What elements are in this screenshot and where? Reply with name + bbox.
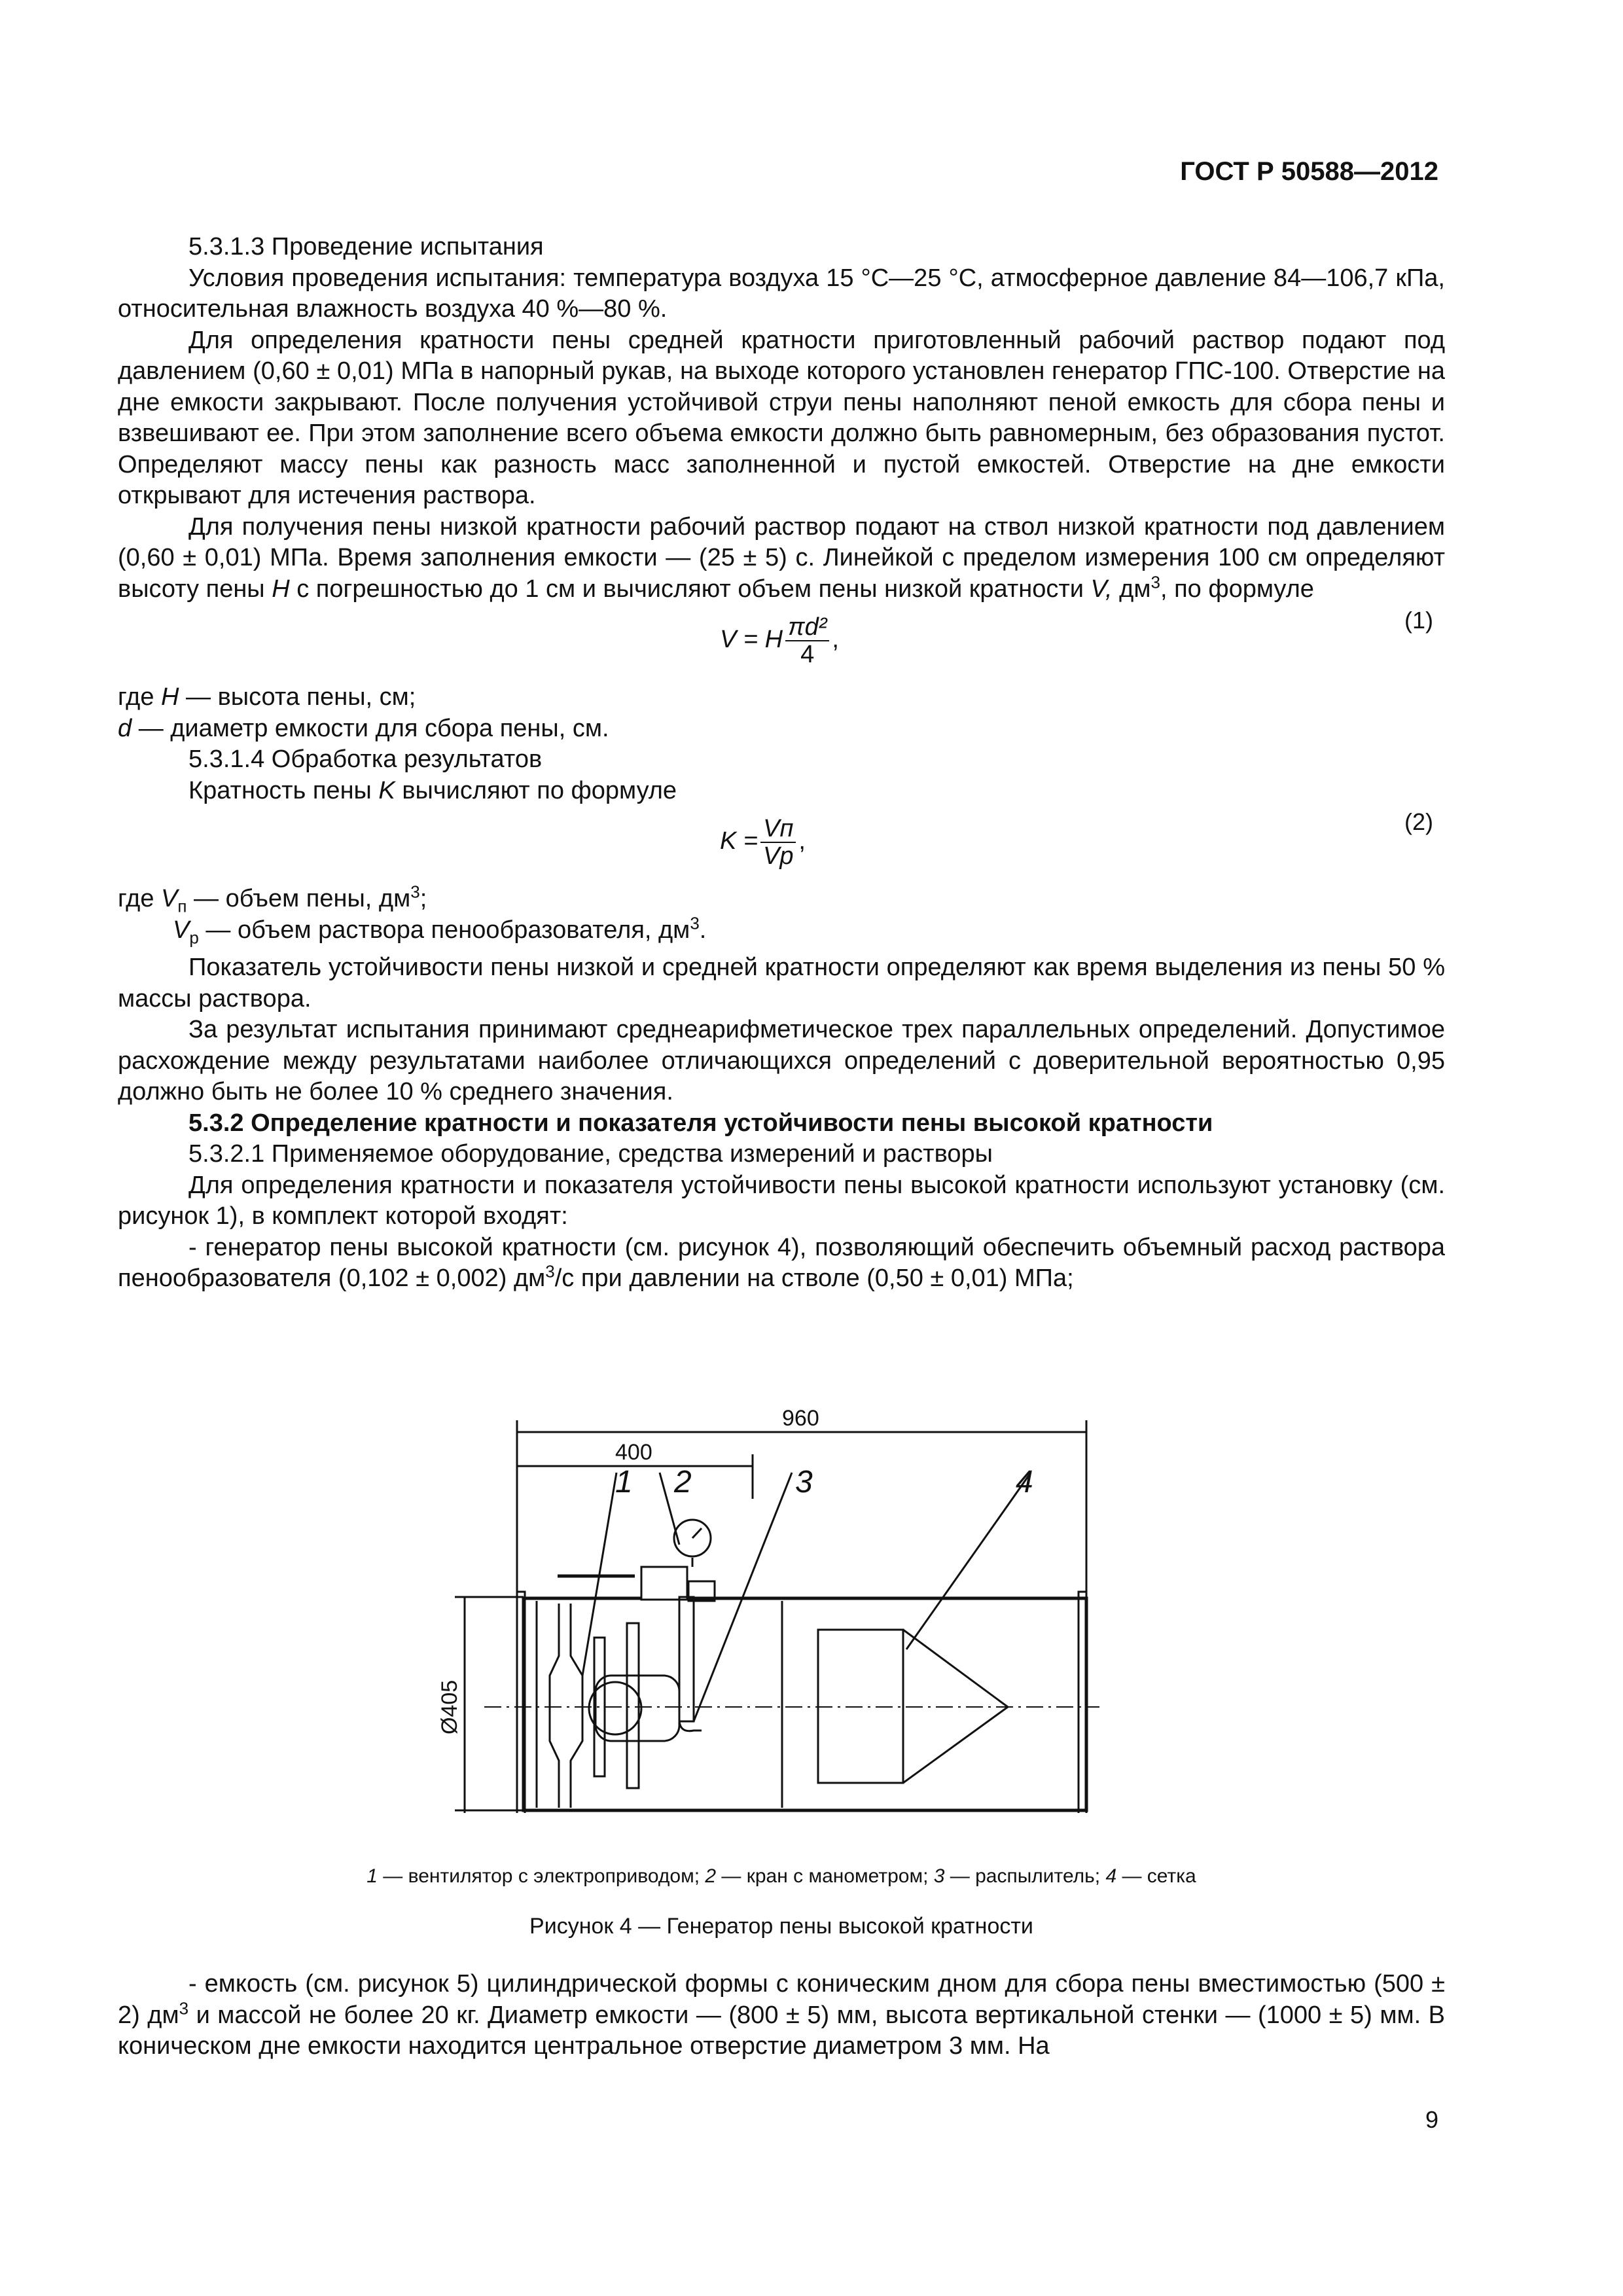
paragraph: Кратность пены K вычисляют по формуле [188,776,677,804]
section-5314-title: 5.3.1.4 Обработка результатов [188,745,543,773]
paragraph: За результат испытания принимают среднеарифметическое трех параллельных определений. Допустимое расхождение между результатами наиболее отличающихся определений с доверительной вероятностью 0,95 должно быть не более 10 % среднего значения. [118,1016,1445,1105]
fan-motor [596,1676,679,1741]
section-5321-title: 5.3.2.1 Применяемое оборудование, средства измерений и растворы [188,1140,993,1168]
list-item: - емкость (см. рисунок 5) цилиндрической формы с коническим дном для сбора пены вместимостью (500 ± 2) $дм^3$ и массой не более 20 кг. Диаметр емкости — (800 ± 5) мм, высота вертикальной стенки — (1000 ± 5) мм. В коническом дне емкости находится центральное отверстие диаметром 3 мм. На [118,1970,1445,2060]
main-text [118,232,1445,1295]
standard-header: ГОСТ Р 50588—2012 [1180,157,1438,186]
paragraph: Для получения пены низкой кратности рабочий раствор подают на ствол низкой кратности под давлением (0,60 ± 0,01) МПа. Время заполнения емкости — (25 ± 5) с. Линейкой с пределом измерения 100 см определяют высоту пены H с погрешностью до 1 см и вычисляют объем пены низкой кратности V, $дм^3$, по формуле [118,512,1445,603]
paragraph: Для определения кратности пены средней кратности приготовленный рабочий раствор подают под давлением (0,60 ± 0,01) МПа в напорный рукав, на выходе которого установлен генератор ГПС-100. Отверстие на дне емкости закрывают. После получения устойчивой струи пены наполняют пеной емкость для сбора пены и взвешивают ее. При этом заполнение всего объема емкости должно быть равномерным, без образования пустот. Определяют массу пены как разность масс заполненной и пустой емкостей. Отверстие на дне емкости открывают для истечения раствора. [118,326,1445,509]
legend-H: где H — высота пены, см; [118,683,416,711]
fan-blade [550,1604,582,1808]
section-532-title: 5.3.2 Определение кратности и показателя устойчивости пены высокой кратности [188,1109,1213,1137]
list-item: - генератор пены высокой кратности (см. рисунок 4), позволяющий обеспечить объемный расход раствора пенообразователя (0,102 ± 0,002) $дм^3/с$ при давлении на стволе (0,50 ± 0,01) МПа; [118,1233,1445,1292]
figure-legend: 1 — вентилятор с электроприводом; 2 — кран с манометром; 3 — распылитель; 4 — сетка [366,1865,1196,1887]
paragraph: Условия проведения испытания: температура воздуха 15 °С—25 °С, атмосферное давление 84—106,7 кПа, относительная влажность воздуха 40 %—80 %. [118,264,1445,323]
formula-number: (1) [1404,607,1433,634]
spray-pipe [679,1597,694,1721]
formula-1: V = H $\frac{\text{πd²}}{4}$ , (1) [118,605,1445,682]
formula-number: (2) [1404,808,1433,835]
page-number: 9 [1425,2106,1438,2133]
callout-2: 2 [674,1465,692,1499]
dim-label-960: 960 [782,1406,819,1431]
figure-4-generator-drawing [419,1394,1178,1813]
legend-Vr: $V_р$ — объем раствора пенообразователя, $дм^3$. [173,912,707,948]
callout-3: 3 [795,1465,813,1499]
callout-4: 4 [1016,1465,1033,1499]
dim-label-diameter: Ø405 [437,1679,462,1734]
bottom-text [118,1969,1445,2062]
dim-label-400: 400 [615,1440,652,1465]
callout-1: 1 [615,1465,633,1499]
section-5313-title: 5.3.1.3 Проведение испытания [188,233,544,260]
figure-caption: Рисунок 4 — Генератор пены высокой кратности [529,1914,1033,1939]
generator-body [524,1598,1086,1810]
legend-Vp: где $V_п$ — объем пены, $дм^3$; [118,882,427,916]
formula-2: K = $\frac{Vп}{Vр}$ , (2) [118,806,1445,884]
paragraph: Показатель устойчивости пены низкой и средней кратности определяют как время выделения из пены 50 % массы раствора. [118,954,1445,1013]
paragraph: Для определения кратности и показателя устойчивости пены высокой кратности используют установку (см. рисунок 1), в комплект которой входят: [118,1171,1445,1230]
legend-d: d — диаметр емкости для сбора пены, см. [118,714,609,742]
